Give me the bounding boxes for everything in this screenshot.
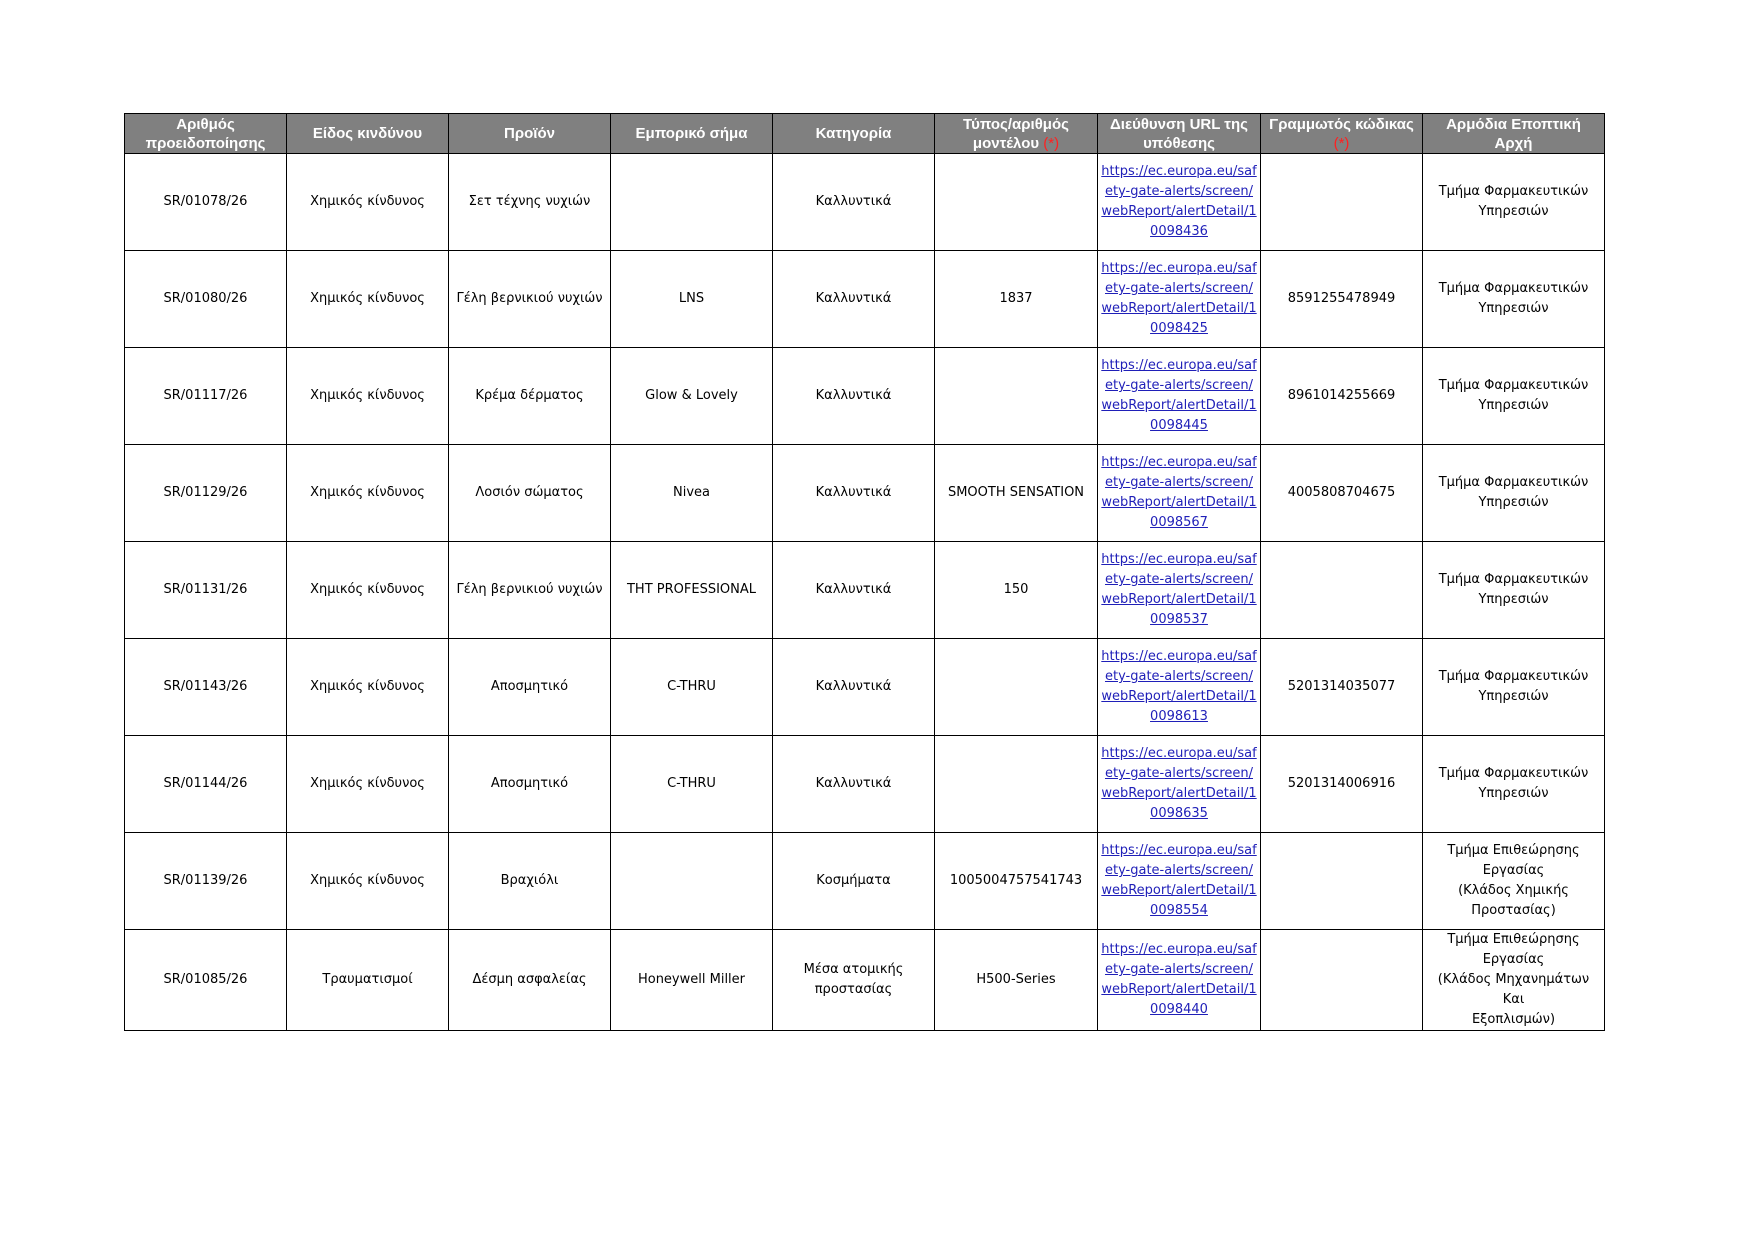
authority-line: Τμήμα Φαρμακευτικών	[1438, 766, 1589, 781]
table-row	[125, 154, 1605, 251]
model-cell	[935, 736, 1098, 833]
authority-line: Τμήμα Φαρμακευτικών	[1438, 378, 1589, 393]
url-cell	[1098, 542, 1261, 639]
column-header-authority	[1423, 114, 1605, 154]
category-cell: Καλλυντικά	[773, 736, 935, 833]
brand-cell	[611, 833, 773, 930]
risk-type-cell: Χημικός κίνδυνος	[287, 348, 449, 445]
brand-cell	[611, 154, 773, 251]
column-header-label: Τύπος/αριθμός μοντέλου	[963, 115, 1069, 152]
product-cell: Δέσμη ασφαλείας	[449, 930, 611, 1031]
authority-line: Τμήμα Επιθεώρησης	[1447, 843, 1580, 858]
brand-cell: Nivea	[611, 445, 773, 542]
column-header-label: Αριθμός προειδοποίησης	[145, 115, 266, 152]
column-header-category	[773, 114, 935, 154]
category-cell: Καλλυντικά	[773, 542, 935, 639]
column-header-label: Προϊόν	[504, 125, 555, 142]
url-cell	[1098, 639, 1261, 736]
alert-number-cell: SR/01139/26	[125, 833, 287, 930]
table-body	[125, 154, 1605, 1031]
model-cell	[935, 348, 1098, 445]
barcode-cell: 5201314035077	[1261, 639, 1423, 736]
authority-line: Υπηρεσιών	[1478, 592, 1549, 607]
column-header-label: Εμπορικό σήμα	[635, 125, 748, 142]
barcode-cell: 5201314006916	[1261, 736, 1423, 833]
barcode-cell	[1261, 930, 1423, 1031]
brand-cell: C-THRU	[611, 639, 773, 736]
column-header-risk-type	[287, 114, 449, 154]
authority-line: Υπηρεσιών	[1478, 398, 1549, 413]
authority-line: (Κλάδος Μηχανημάτων Και	[1437, 972, 1590, 1007]
barcode-cell	[1261, 542, 1423, 639]
product-cell: Κρέμα δέρματος	[449, 348, 611, 445]
authority-cell	[1423, 833, 1605, 930]
column-header-barcode	[1261, 114, 1423, 154]
model-cell: 1005004757541743	[935, 833, 1098, 930]
model-cell	[935, 639, 1098, 736]
alert-url-link[interactable]: https://ec.europa.eu/safety-gate-alerts/screen/webReport/alertDetail/10098445	[1101, 358, 1257, 433]
column-header-label: Διεύθυνση URL της υπόθεσης	[1110, 115, 1248, 152]
alert-url-link[interactable]: https://ec.europa.eu/safety-gate-alerts/screen/webReport/alertDetail/10098425	[1101, 261, 1257, 336]
brand-cell: THT PROFESSIONAL	[611, 542, 773, 639]
product-cell: Γέλη βερνικιού νυχιών	[449, 542, 611, 639]
authority-cell	[1423, 445, 1605, 542]
category-cell: Καλλυντικά	[773, 445, 935, 542]
url-cell	[1098, 154, 1261, 251]
category-cell: Καλλυντικά	[773, 154, 935, 251]
url-cell	[1098, 833, 1261, 930]
category-cell: Κοσμήματα	[773, 833, 935, 930]
url-cell	[1098, 251, 1261, 348]
authority-cell	[1423, 639, 1605, 736]
authority-cell	[1423, 348, 1605, 445]
alert-url-link[interactable]: https://ec.europa.eu/safety-gate-alerts/screen/webReport/alertDetail/10098635	[1101, 746, 1257, 821]
risk-type-cell: Χημικός κίνδυνος	[287, 736, 449, 833]
authority-cell	[1423, 154, 1605, 251]
authority-cell	[1423, 736, 1605, 833]
alert-number-cell: SR/01143/26	[125, 639, 287, 736]
required-marker: (*)	[1043, 134, 1060, 152]
authority-line: Τμήμα Επιθεώρησης	[1447, 932, 1580, 947]
brand-cell: C-THRU	[611, 736, 773, 833]
model-cell: 150	[935, 542, 1098, 639]
table-row	[125, 833, 1605, 930]
authority-line: Εξοπλισμών)	[1471, 1012, 1556, 1027]
risk-type-cell: Χημικός κίνδυνος	[287, 542, 449, 639]
authority-line: Τμήμα Φαρμακευτικών	[1438, 184, 1589, 199]
authority-line: Τμήμα Φαρμακευτικών	[1438, 281, 1589, 296]
authority-line: Τμήμα Φαρμακευτικών	[1438, 475, 1589, 490]
risk-type-cell: Χημικός κίνδυνος	[287, 639, 449, 736]
alert-number-cell: SR/01078/26	[125, 154, 287, 251]
url-cell	[1098, 445, 1261, 542]
alert-number-cell: SR/01080/26	[125, 251, 287, 348]
table-row	[125, 445, 1605, 542]
table-row	[125, 639, 1605, 736]
authority-cell	[1423, 930, 1605, 1031]
authority-line: Υπηρεσιών	[1478, 786, 1549, 801]
column-header-brand	[611, 114, 773, 154]
url-cell	[1098, 930, 1261, 1031]
barcode-cell: 4005808704675	[1261, 445, 1423, 542]
url-cell	[1098, 736, 1261, 833]
product-cell: Σετ τέχνης νυχιών	[449, 154, 611, 251]
brand-cell: LNS	[611, 251, 773, 348]
header-row	[125, 114, 1605, 154]
table-row	[125, 736, 1605, 833]
authority-cell	[1423, 542, 1605, 639]
product-cell: Βραχιόλι	[449, 833, 611, 930]
table-row	[125, 542, 1605, 639]
authority-line: Τμήμα Φαρμακευτικών	[1438, 572, 1589, 587]
model-cell: 1837	[935, 251, 1098, 348]
product-cell: Αποσμητικό	[449, 639, 611, 736]
column-header-label: Κατηγορία	[815, 125, 892, 142]
column-header-label: Είδος κινδύνου	[312, 125, 423, 142]
risk-type-cell: Χημικός κίνδυνος	[287, 251, 449, 348]
alert-number-cell: SR/01129/26	[125, 445, 287, 542]
category-cell: Καλλυντικά	[773, 348, 935, 445]
authority-line: Εργασίας	[1482, 952, 1545, 967]
required-marker: (*)	[1333, 134, 1350, 152]
table-row	[125, 251, 1605, 348]
product-cell: Αποσμητικό	[449, 736, 611, 833]
barcode-cell: 8961014255669	[1261, 348, 1423, 445]
alert-url-link[interactable]: https://ec.europa.eu/safety-gate-alerts/screen/webReport/alertDetail/10098436	[1101, 164, 1257, 239]
column-header-product	[449, 114, 611, 154]
risk-type-cell: Χημικός κίνδυνος	[287, 833, 449, 930]
brand-cell: Glow & Lovely	[611, 348, 773, 445]
authority-line: Εργασίας	[1482, 863, 1545, 878]
barcode-cell: 8591255478949	[1261, 251, 1423, 348]
brand-cell: Honeywell Miller	[611, 930, 773, 1031]
model-cell	[935, 154, 1098, 251]
authority-line: Υπηρεσιών	[1478, 204, 1549, 219]
alerts-table	[124, 113, 1605, 1031]
alert-url-link[interactable]: https://ec.europa.eu/safety-gate-alerts/screen/webReport/alertDetail/10098613	[1101, 649, 1257, 724]
authority-line: Υπηρεσιών	[1478, 301, 1549, 316]
alert-url-link[interactable]: https://ec.europa.eu/safety-gate-alerts/screen/webReport/alertDetail/10098554	[1101, 843, 1257, 918]
category-cell: Μέσα ατομικής προστασίας	[773, 930, 935, 1031]
alert-number-cell: SR/01131/26	[125, 542, 287, 639]
authority-line: Τμήμα Φαρμακευτικών	[1438, 669, 1589, 684]
column-header-label: Γραμμωτός κώδικας	[1269, 115, 1414, 133]
category-cell: Καλλυντικά	[773, 251, 935, 348]
column-header-url	[1098, 114, 1261, 154]
table-row	[125, 930, 1605, 1031]
barcode-cell	[1261, 833, 1423, 930]
product-cell: Γέλη βερνικιού νυχιών	[449, 251, 611, 348]
category-cell: Καλλυντικά	[773, 639, 935, 736]
alert-number-cell: SR/01117/26	[125, 348, 287, 445]
risk-type-cell: Χημικός κίνδυνος	[287, 445, 449, 542]
authority-cell	[1423, 251, 1605, 348]
authority-line: (Κλάδος Χημικής	[1458, 883, 1569, 898]
authority-line: Προστασίας)	[1471, 903, 1556, 918]
alert-url-link[interactable]: https://ec.europa.eu/safety-gate-alerts/screen/webReport/alertDetail/10098567	[1101, 455, 1257, 530]
authority-line: Υπηρεσιών	[1478, 495, 1549, 510]
alert-number-cell: SR/01085/26	[125, 930, 287, 1031]
column-header-alert-number	[125, 114, 287, 154]
table-row	[125, 348, 1605, 445]
alert-number-cell: SR/01144/26	[125, 736, 287, 833]
alert-url-link[interactable]: https://ec.europa.eu/safety-gate-alerts/screen/webReport/alertDetail/10098537	[1101, 552, 1257, 627]
model-cell: H500-Series	[935, 930, 1098, 1031]
authority-line: Υπηρεσιών	[1478, 689, 1549, 704]
column-header-model	[935, 114, 1098, 154]
barcode-cell	[1261, 154, 1423, 251]
url-cell	[1098, 348, 1261, 445]
column-header-label: Αρμόδια Εποπτική Αρχή	[1446, 115, 1581, 152]
model-cell: SMOOTH SENSATION	[935, 445, 1098, 542]
risk-type-cell: Χημικός κίνδυνος	[287, 154, 449, 251]
alerts-sheet	[124, 113, 1604, 1031]
product-cell: Λοσιόν σώματος	[449, 445, 611, 542]
risk-type-cell: Τραυματισμοί	[287, 930, 449, 1031]
alert-url-link[interactable]: https://ec.europa.eu/safety-gate-alerts/screen/webReport/alertDetail/10098440	[1101, 942, 1257, 1017]
